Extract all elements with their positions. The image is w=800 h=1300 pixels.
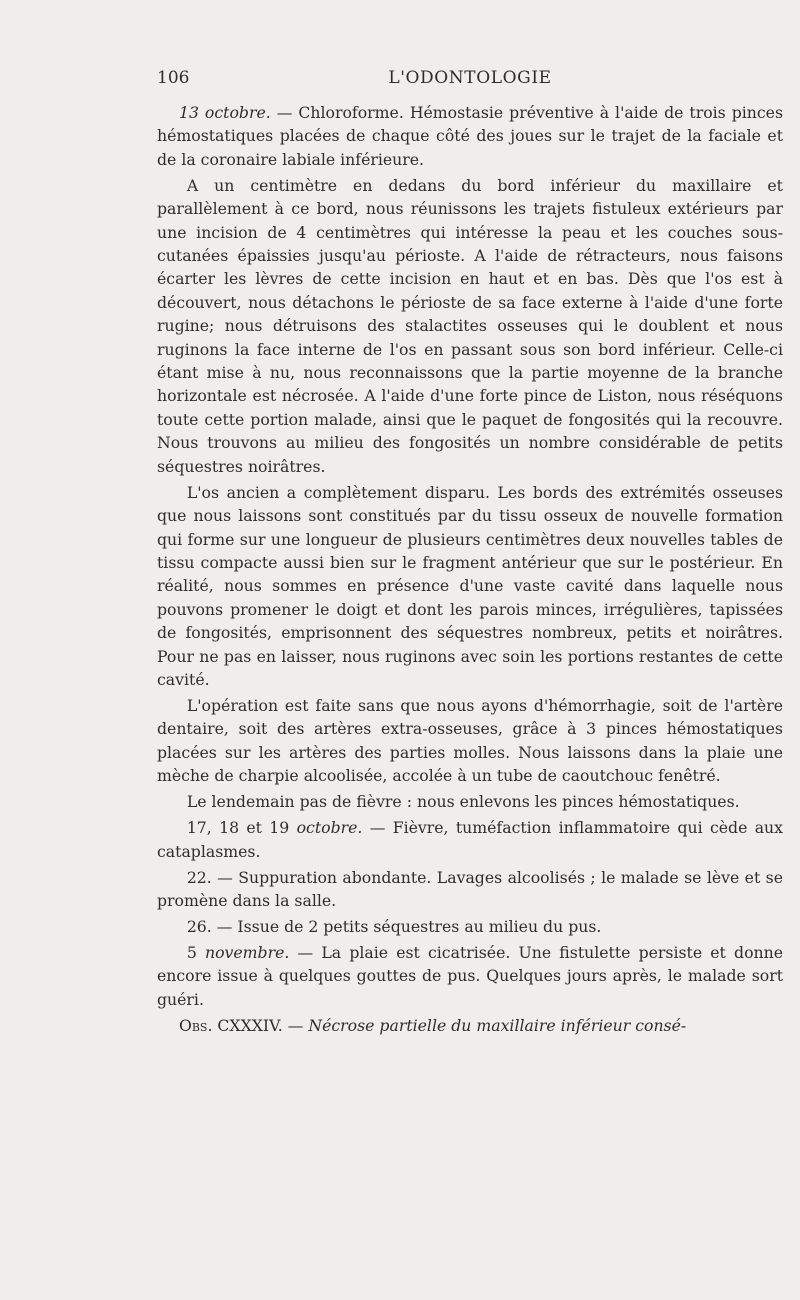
page-header <box>157 68 783 94</box>
date-lead: 13 octobre. <box>178 103 271 122</box>
paragraph-26: 26. — Issue de 2 petits séquestres au milieu du pus. <box>186 916 602 936</box>
paragraph-17-octobre <box>157 816 783 863</box>
date-lead-number: 17, 18 et 19 <box>186 818 297 838</box>
date-lead: novembre. <box>204 942 290 962</box>
paragraph-22: 22. — Suppuration abondante. Lavages alcoolisés ; le malade se lève et se promène dans la salle. <box>157 867 783 910</box>
body-text <box>157 101 783 1040</box>
paragraph-5-novembre <box>157 941 783 1011</box>
paragraph-text: — Fièvre, tuméfaction inflammatoire qui cède aux cataplasmes. <box>157 818 784 861</box>
paragraph-lendemain: Le lendemain pas de fièvre : nous enlevons les pinces hémostatiques. <box>186 792 740 812</box>
paragraph-operation: A un centimètre en dedans du bord inférieur du maxillaire et parallèlement à ce bord, nous réunissons les trajets fistuleux extérieurs par une incision de 4 centimètres qui intéresse la peau et les couches sous-cutanées épaissies jusqu'au périoste. A l'aide de rétracteurs, nous faisons écarter les lèvres de cette incision en haut et en bas. Dès que l'os est à découvert, nous détachons le périoste de sa face externe à l'aide d'une forte rugine; nous détruisons des stalactites osseuses qui le doublent et nous ruginons la face interne de l'os en passant sous son bord inférieur. Celle-ci étant mise à nu, nous reconnaissons que la partie moyenne de la branche horizontale est nécrosée. A l'aide d'une forte pince de Liston, nous réséquons toute cette portion malade, ainsi que le paquet de fongosités qui la recouvre. Nous trouvons au milieu des fongosités un nombre considérable de petits séquestres noirâtres. <box>157 175 783 476</box>
observation-heading <box>157 1014 783 1037</box>
observation-title: Nécrose partielle du maxillaire inférieur consé- <box>303 1015 687 1035</box>
date-lead-number: 5 <box>186 942 205 962</box>
paragraph-text: — La plaie est cicatrisée. Une fistulette persiste et donne encore issue à quelques gouttes de pus. Quelques jours après, le malade sort guéri. <box>157 942 783 1009</box>
paragraph-hemorrhagie: L'opération est faite sans que nous ayons d'hémorrhagie, soit de l'artère dentaire, soit des artères extra-osseuses, grâce à 3 pinces hémostatiques placées sur les artères des parties molles. Nous laissons dans la plaie une mèche de charpie alcoolisée, accolée à un tube de caoutchouc fenêtré. <box>157 695 783 786</box>
page-number: 106 <box>157 68 190 88</box>
observation-number: CXXXIV. — <box>212 1015 304 1035</box>
paragraph-os-ancien: L'os ancien a complètement disparu. Les bords des extrémités osseuses que nous laissons sont constitués par du tissu osseux de nouvelle formation qui forme sur une longueur de plusieurs centimètres deux nouvelles tables de tissu compacte aussi bien sur le fragment antérieur que sur le postérieur. En réalité, nous sommes en présence d'une vaste cavité dans laquelle nous pouvons promener le doigt et dont les parois minces, irrégulières, tapissées de fongosités, emprisonnent des séquestres nombreux, petits et noirâtres. Pour ne pas en laisser, nous ruginons avec soin les portions restantes de cette cavité. <box>157 482 783 689</box>
date-lead: octobre. <box>296 818 363 838</box>
running-title: L'ODONTOLOGIE <box>388 68 552 88</box>
paragraph-13-octobre <box>157 101 783 171</box>
observation-label: Obs. <box>178 1015 213 1035</box>
paragraph-text: — Chloroforme. Hémostasie préventive à l'aide de trois pinces hémostatiques placées de chaque côté des joues sur le trajet de la faciale et de la coronaire labiale inférieure. <box>157 103 783 169</box>
